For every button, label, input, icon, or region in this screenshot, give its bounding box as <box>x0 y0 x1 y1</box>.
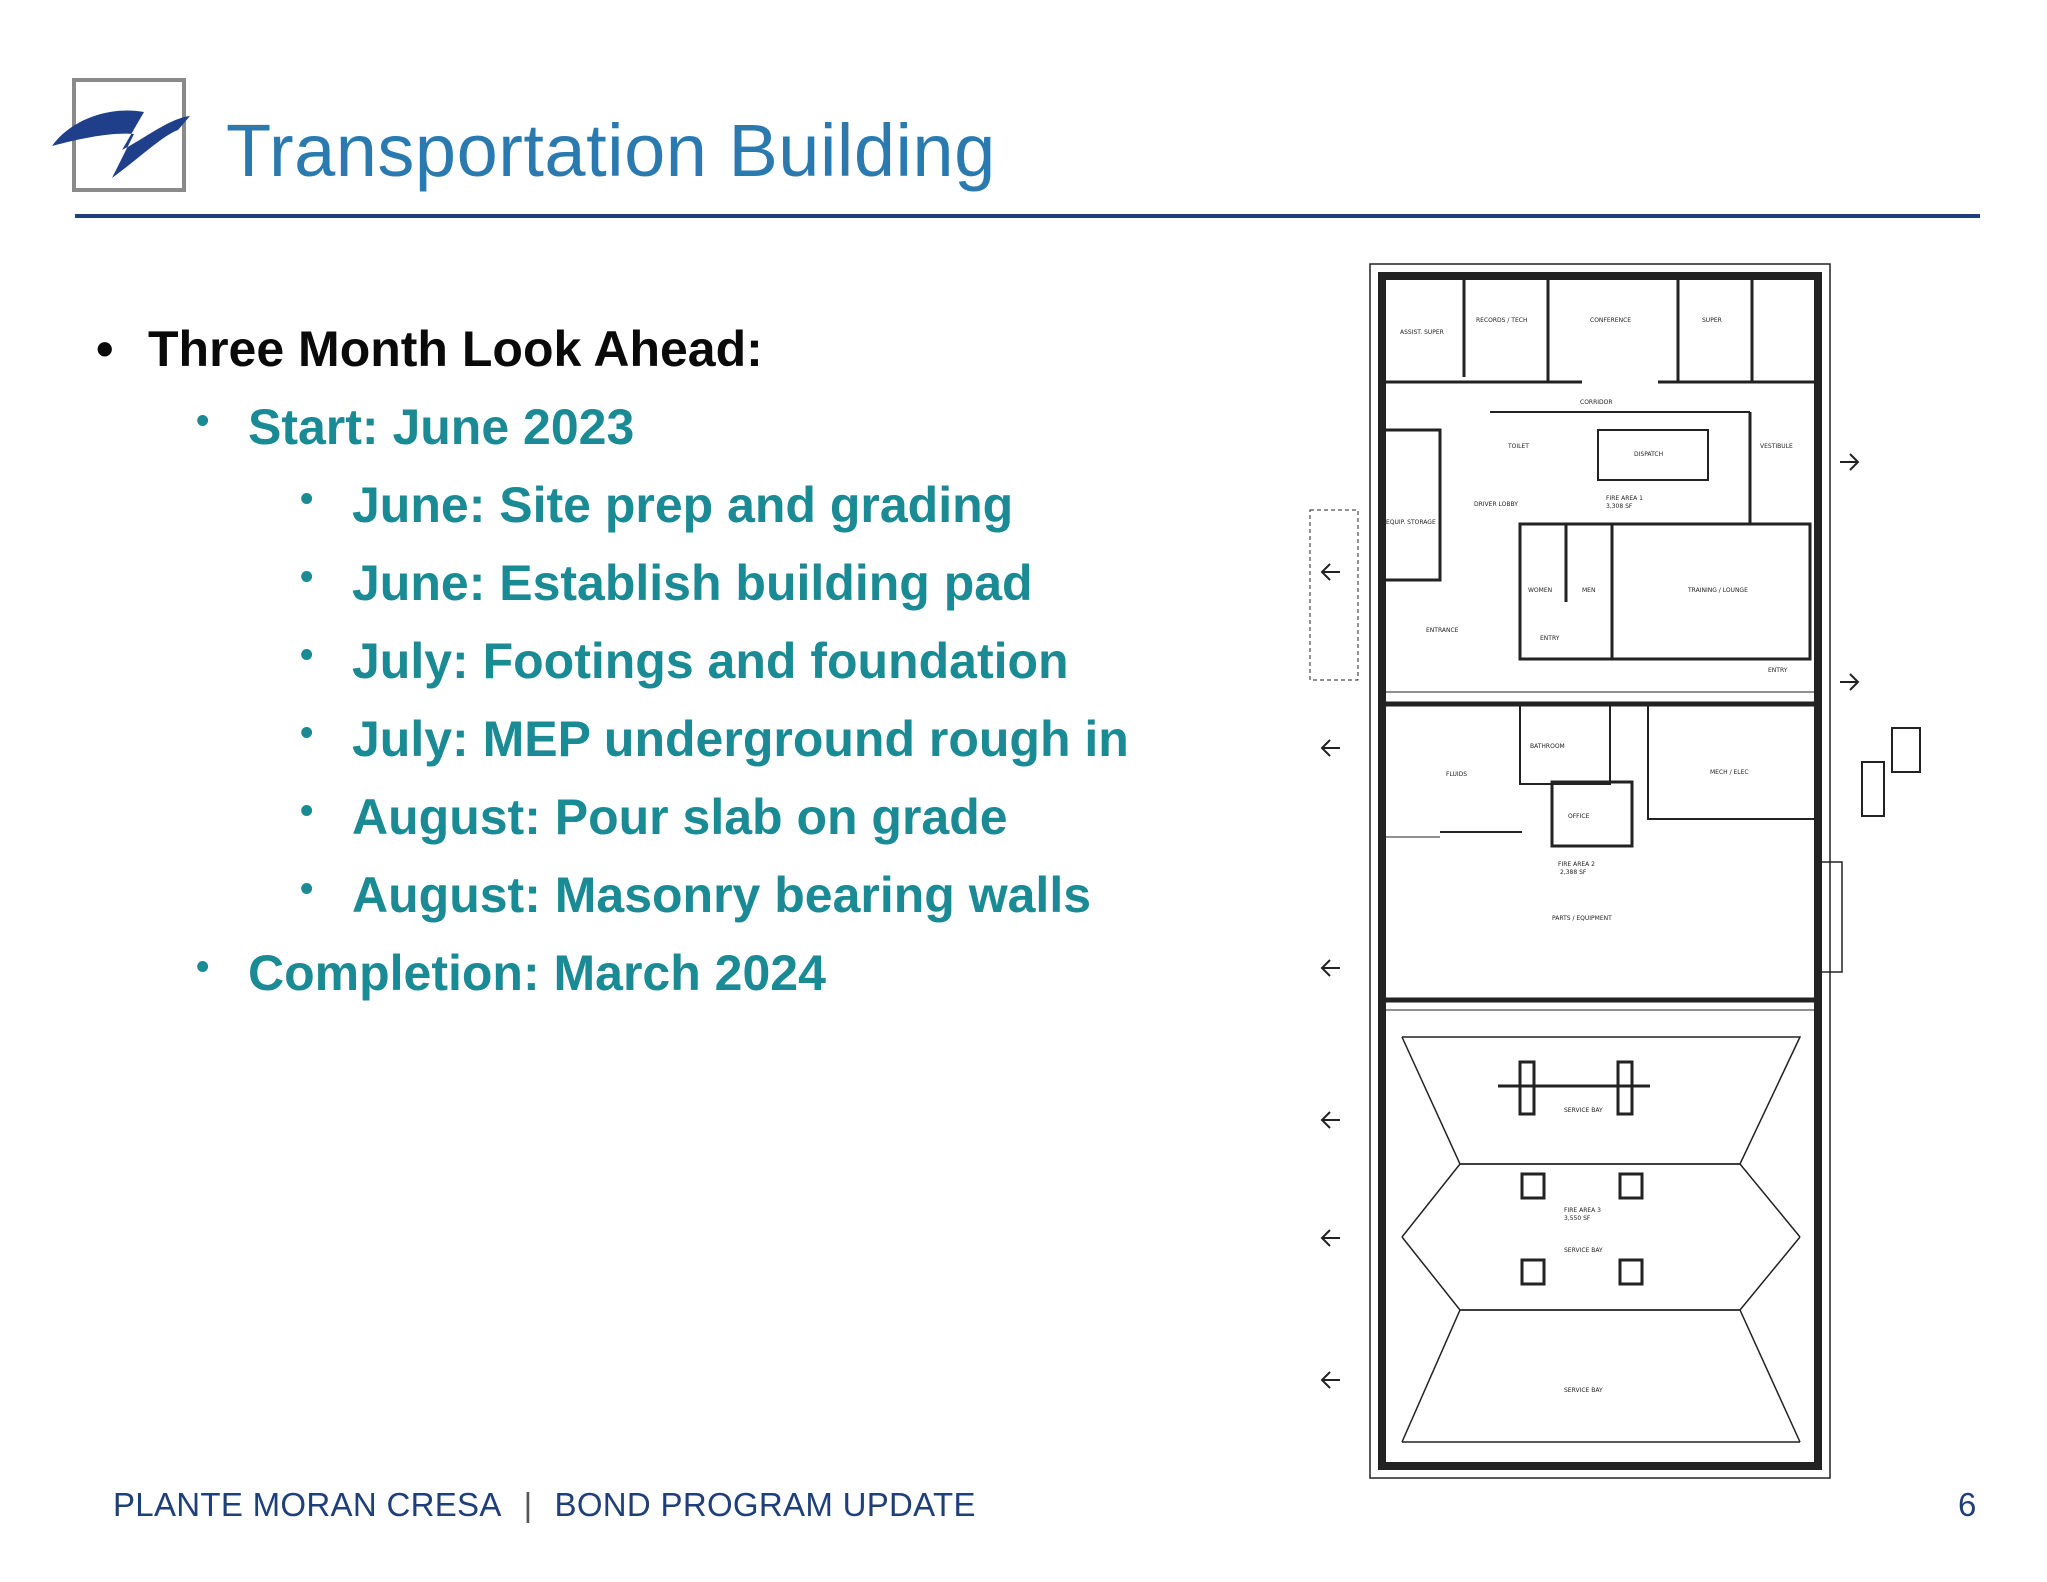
room-label: BATHROOM <box>1530 743 1565 750</box>
room-label: WOMEN <box>1528 587 1553 594</box>
bullet-glyph: • <box>196 946 210 988</box>
item-text: August: Masonry bearing walls <box>352 867 1092 923</box>
room-label: CONFERENCE <box>1590 317 1632 324</box>
item-text: July: MEP underground rough in <box>352 711 1129 767</box>
footer-program: BOND PROGRAM UPDATE <box>554 1486 976 1523</box>
room-label: SERVICE BAY <box>1564 1247 1603 1254</box>
footer-company: PLANTE MORAN CRESA <box>113 1486 502 1523</box>
footer <box>113 1486 976 1524</box>
exterior-wall <box>1382 276 1818 1466</box>
vehicle-lift-icon <box>1522 1174 1642 1284</box>
room-label: 3,308 SF <box>1606 503 1633 510</box>
room-label: CORRIDOR <box>1580 399 1613 406</box>
room-label: ENTRY <box>1540 635 1560 642</box>
room-label: ASSIST. SUPER <box>1400 329 1444 336</box>
room-label: MEN <box>1582 587 1596 594</box>
bullet-glyph: • <box>300 868 314 910</box>
bullet-glyph: • <box>300 478 314 520</box>
room-label: DISPATCH <box>1634 451 1664 458</box>
room-label: FIRE AREA 2 <box>1558 861 1595 868</box>
room-label: 3,550 SF <box>1564 1215 1591 1222</box>
room-label: RECORDS / TECH <box>1476 317 1528 324</box>
page-title: Transportation Building <box>226 109 996 192</box>
room-label: PARTS / EQUIPMENT <box>1552 915 1612 922</box>
room-label: TOILET <box>1508 443 1529 450</box>
bullet-glyph: • <box>300 634 314 676</box>
bullet-glyph: • <box>96 321 114 377</box>
room-label: MECH / ELEC <box>1710 769 1749 776</box>
room-label: SUPER <box>1702 317 1722 324</box>
room-label: 2,388 SF <box>1560 869 1587 876</box>
bullet-glyph: • <box>300 712 314 754</box>
item-text: July: Footings and foundation <box>352 633 1069 689</box>
plante-moran-logo <box>52 78 192 198</box>
room-label: TRAINING / LOUNGE <box>1688 587 1748 594</box>
completion-text: Completion: March 2024 <box>248 945 826 1001</box>
item-text: June: Establish building pad <box>352 555 1033 611</box>
room-label: EQUIP. STORAGE <box>1386 519 1436 526</box>
floor-plan-drawing <box>1290 262 1940 1512</box>
room-label: SERVICE BAY <box>1564 1387 1603 1394</box>
room-label: SERVICE BAY <box>1564 1107 1603 1114</box>
room-label: OFFICE <box>1568 813 1590 820</box>
bullet-glyph: • <box>300 556 314 598</box>
room-label: FIRE AREA 1 <box>1606 495 1643 502</box>
room-label: FLUIDS <box>1446 771 1468 778</box>
room-label: DRIVER LOBBY <box>1474 501 1518 508</box>
room-label: ENTRANCE <box>1426 627 1459 634</box>
item-text: August: Pour slab on grade <box>352 789 1008 845</box>
look-ahead-heading: Three Month Look Ahead: <box>148 321 763 377</box>
room-label: VESTIBULE <box>1760 443 1793 450</box>
room-label: ENTRY <box>1768 667 1788 674</box>
bullet-glyph: • <box>300 790 314 832</box>
room-label: FIRE AREA 3 <box>1564 1207 1601 1214</box>
title-divider <box>75 214 1980 218</box>
item-text: June: Site prep and grading <box>352 477 1014 533</box>
start-text: Start: June 2023 <box>248 399 635 455</box>
page-number: 6 <box>1958 1486 1977 1523</box>
footer-separator: | <box>523 1486 533 1523</box>
bullet-glyph: • <box>196 400 210 442</box>
